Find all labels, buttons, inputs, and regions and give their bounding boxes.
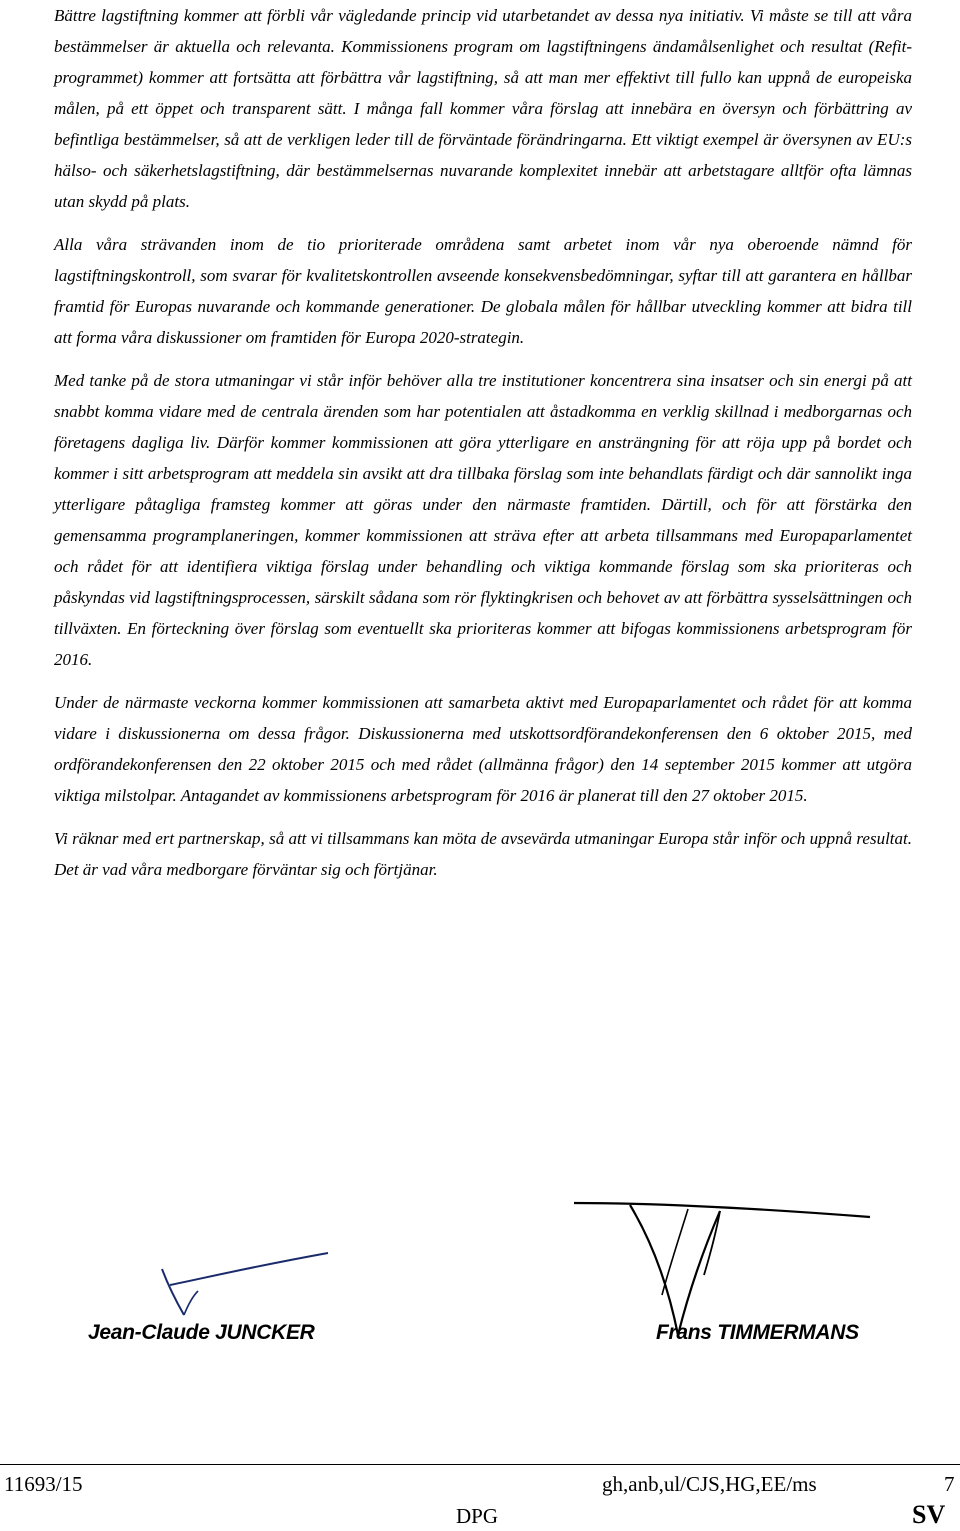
paragraph-sustainable-future: Alla våra strävanden inom de tio prioriterade områdena samt arbetet inom vår nya oberoende nämnd för lagstiftningskontroll, som svarar för kvalitetskontrollen avseende konsekvensbedömningar, syftar till att garantera en hållbar framtid för Europas nuvarande och kommande generationer. De globala målen för hållbar utveckling kommer att bidra till att forma våra diskussioner om framtiden för Europa 2020-strategin. bbox=[54, 235, 912, 347]
letter-body bbox=[54, 0, 912, 897]
timmermans-name: Frans TIMMERMANS bbox=[656, 1321, 859, 1344]
reference-code: gh,anb,ul/CJS,HG,EE/ms bbox=[602, 1472, 817, 1496]
paragraph-coming-weeks: Under de närmaste veckorna kommer kommissionen att samarbeta aktivt med Europaparlamentet och rådet för att komma vidare i diskussionerna om dessa frågor. Diskussionerna med utskottsordförandekonferensen den 6 oktober 2015, med ordförandekonferensen den 22 oktober 2015 och med rådet (allmänna frågor) den 14 september 2015 kommer att utgöra viktiga milstolpar. Antagandet av kommissionens arbetsprogram för 2016 är planerat till den 27 oktober 2015. bbox=[54, 693, 912, 805]
language-code: SV bbox=[912, 1500, 946, 1529]
page-number: 7 bbox=[944, 1472, 955, 1496]
paragraph-partnership: Vi räknar med ert partnerskap, så att vi tillsammans kan möta de avsevärda utmaningar Europa står inför och uppnå resultat. Det är vad våra medborgare förväntar sig och förtjänar. bbox=[54, 829, 912, 879]
paragraph-better-regulation: Bättre lagstiftning kommer att förbli vår vägledande princip vid utarbetandet av dessa nya initiativ. Vi måste se till att våra bestämmelser är aktuella och relevanta. Kommissionens program om lagstiftningens ändamålsenlighet och resultat (Refit-programmet) kommer att fortsätta att förbättra vår lagstiftning, så att man mer effektivt till fullo kan uppnå de europeiska målen, på ett öppet och transparent sätt. I många fall kommer våra förslag att innebära en översyn och förbättring av befintliga bestämmelser, så att de verkligen leder till de förväntade förändringarna. Ett viktigt exempel är översynen av EU:s hälso- och säkerhetslagstiftning, där bestämmelsernas nuvarande komplexitet innebär att arbetstagare alltför ofta lämnas utan skydd på plats. bbox=[54, 6, 912, 211]
paragraph-challenges: Med tanke på de stora utmaningar vi står inför behöver alla tre institutioner koncentrera sina insatser och sin energi på att snabbt komma vidare med de centrala ärenden som har potentialen att åstadkomma en verklig skillnad i medborgarnas och företagens dagliga liv. Därför kommer kommissionen att göra ytterligare en ansträngning för att röja upp på bordet och kommer i sitt arbetsprogram att meddela sin avsikt att dra tillbaka förslag som inte behandlats färdigt och där sannolikt inga ytterligare påtagliga framsteg kommer att göras under den närmaste framtiden. Därtill, och för att förstärka den gemensamma programplaneringen, kommer kommissionen att sträva efter att arbeta tillsammans med Europaparlamentet och rådet för att identifiera viktiga förslag under behandling och viktiga kommande förslag som ska prioriteras och påskyndas vid lagstiftningsprocessen, särskilt sådana som rör flyktingkrisen och behovet av att förbättra sysselsättningen och tillväxten. En förteckning över förslag som eventuellt ska prioriteras kommer att bifogas kommissionens arbetsprogram för 2016. bbox=[54, 371, 912, 669]
signature-block bbox=[0, 1185, 960, 1365]
juncker-name: Jean-Claude JUNCKER bbox=[88, 1321, 315, 1344]
footer-divider bbox=[0, 1464, 960, 1465]
page-footer bbox=[0, 1464, 960, 1531]
department-code: DPG bbox=[456, 1504, 499, 1528]
juncker-signature bbox=[140, 1245, 340, 1325]
document-number: 11693/15 bbox=[4, 1472, 83, 1496]
